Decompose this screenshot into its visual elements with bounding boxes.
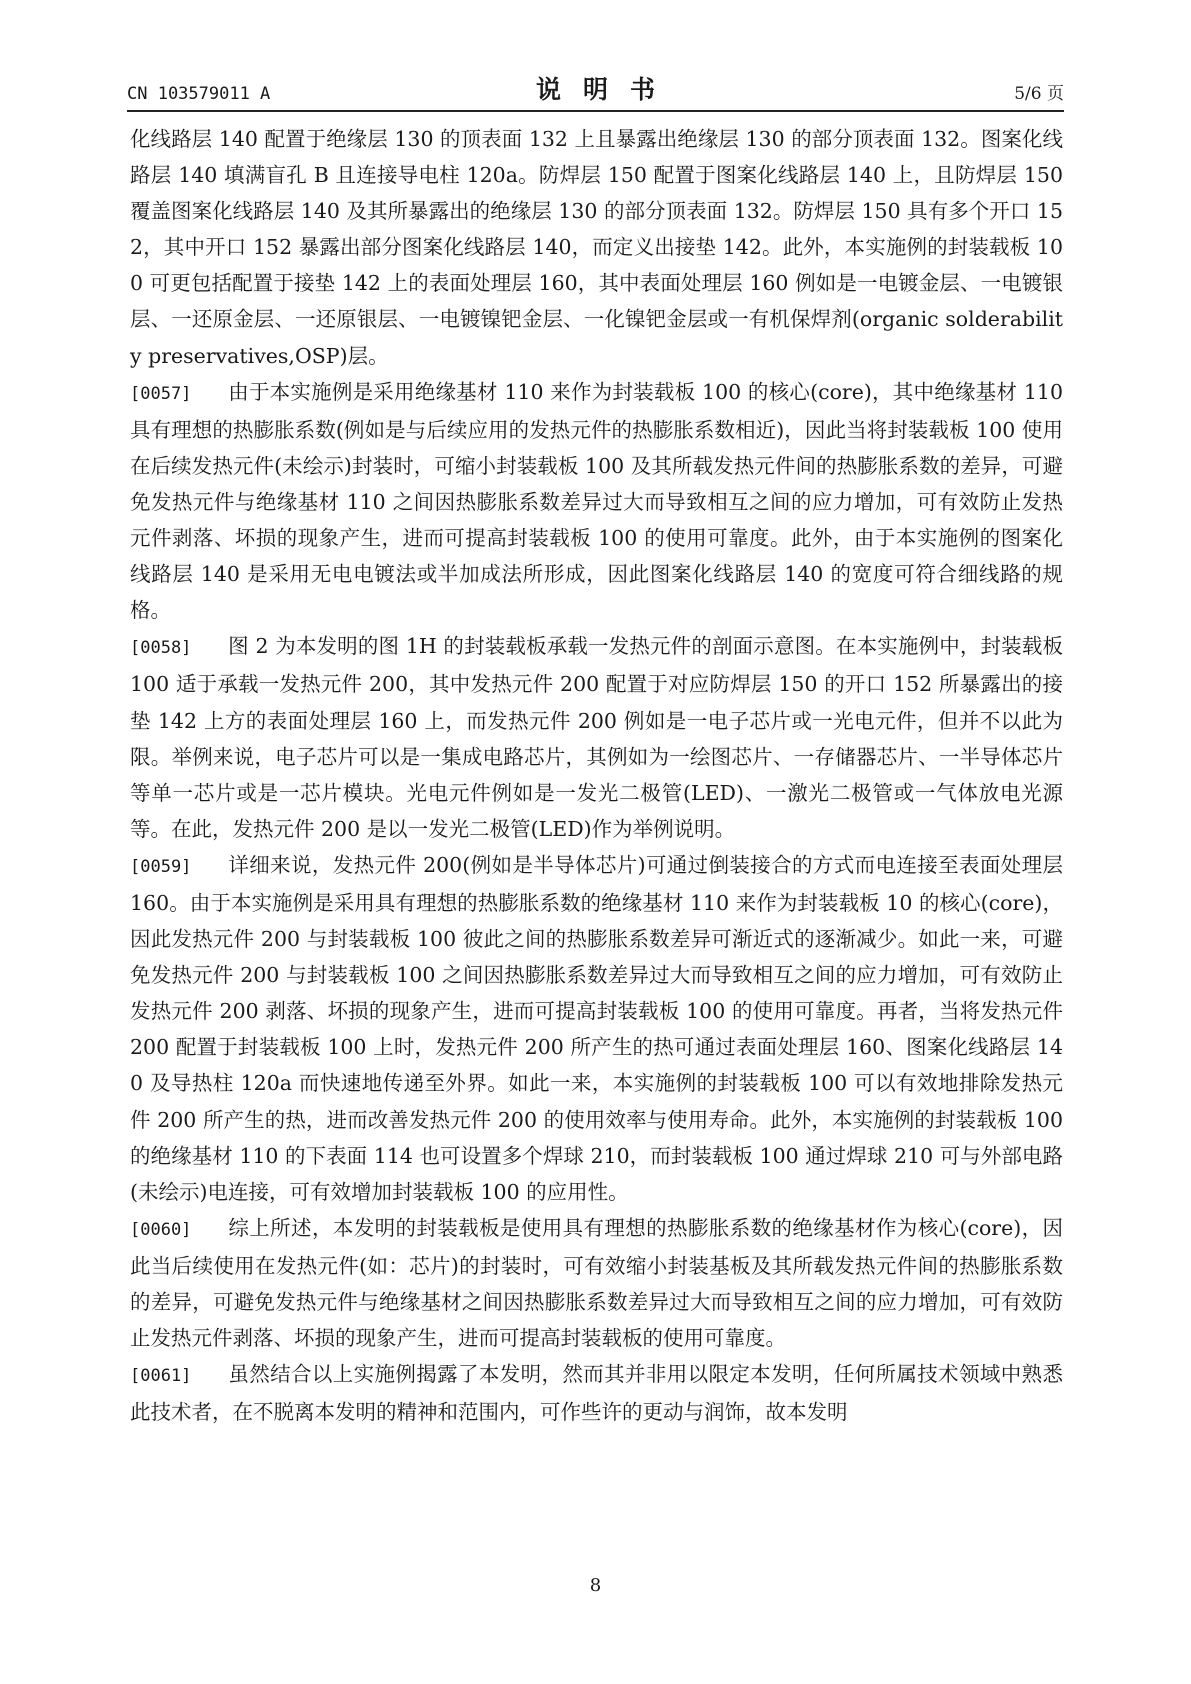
paragraph-text: 详细来说，发热元件 200(例如是半导体芯片)可通过倒装接合的方式而电连接至表面处理层 160。由于本实施例是采用具有理想的热膨胀系数的绝缘基材 110 来作为封装载板 10 的核心(core)，因此发热元件 200 与封装载板 100 彼此之间的热膨胀系数差异可渐近式的逐渐减少。如此一来，可避免发热元件 200 与封装载板 100 之间因热膨胀系数差异过大而导致相互之间的应力增加，可有效防止发热元件 200 剥落、坏损的现象产生，进而可提高封装载板 100 的使用可靠度。再者，当将发热元件 200 配置于封装载板 100 上时，发热元件 200 所产生的热可通过表面处理层 160、图案化线路层 140 及导热柱 120a 而快速地传递至外界。如此一来，本实施例的封装载板 100 可以有效地排除发热元件 200 所产生的热，进而改善发热元件 200 的使用效率与使用寿命。此外，本实施例的封装载板 100 的绝缘基材 110 的下表面 114 也可设置多个焊球 210，而封装载板 100 通过焊球 210 可与外部电路(未绘示)电连接，可有效增加封装载板 100 的应用性。 xyxy=(130,852,1063,1204)
page-number: 8 xyxy=(589,1575,602,1596)
page-fraction: 5/6 页 xyxy=(1014,84,1064,104)
paragraph-0060 xyxy=(130,1210,1063,1356)
page-header xyxy=(127,66,1064,112)
paragraph-0058 xyxy=(130,628,1063,847)
paragraph-number: [0060] xyxy=(130,1219,192,1240)
paragraph-number: [0059] xyxy=(130,856,192,877)
paragraph-text: 综上所述，本发明的封装载板是使用具有理想的热膨胀系数的绝缘基材作为核心(core)，因此当后续使用在发热元件(如：芯片)的封装时，可有效缩小封装基板及其所载发热元件间的热膨胀系数的差异，可避免发热元件与绝缘基材之间因热膨胀系数差异过大而导致相互之间的应力增加，可有效防止发热元件剥落、坏损的现象产生，进而可提高封装载板的使用可靠度。 xyxy=(130,1215,1063,1351)
paragraph-0061 xyxy=(130,1356,1063,1430)
document-title: 说明书 xyxy=(535,75,677,104)
paragraph-text: 图 2 为本发明的图 1H 的封装载板承载一发热元件的剖面示意图。在本实施例中，封装载板 100 适于承载一发热元件 200，其中发热元件 200 配置于对应防焊层 150 的开口 152 所暴露出的接垫 142 上方的表面处理层 160 上，而发热元件 200 例如是一电子芯片或一光电元件，但并不以此为限。举例来说，电子芯片可以是一集成电路芯片，其例如为一绘图芯片、一存储器芯片、一半导体芯片等单一芯片或是一芯片模块。光电元件例如是一发光二极管(LED)、一激光二极管或一气体放电光源等。在此，发热元件 200 是以一发光二极管(LED)作为举例说明。 xyxy=(130,634,1063,841)
paragraph-number: [0058] xyxy=(130,638,192,659)
paragraph-0059 xyxy=(130,847,1063,1210)
publication-number: CN 103579011 A xyxy=(127,84,271,104)
paragraph-continued xyxy=(130,121,1063,374)
paragraph-number: [0061] xyxy=(130,1366,192,1387)
paragraph-0057 xyxy=(130,374,1063,629)
document-body xyxy=(130,121,1063,1430)
paragraph-text: 虽然结合以上实施例揭露了本发明，然而其并非用以限定本发明，任何所属技术领域中熟悉此技术者，在不脱离本发明的精神和范围内，可作些许的更动与润饰，故本发明 xyxy=(130,1362,1063,1425)
paragraph-text: 由于本实施例是采用绝缘基材 110 来作为封装载板 100 的核心(core)，其中绝缘基材 110 具有理想的热膨胀系数(例如是与后续应用的发热元件的热膨胀系数相近)，因此当将封装载板 100 使用在后续发热元件(未绘示)封装时，可缩小封装载板 100 及其所载发热元件间的热膨胀系数的差异，可避免发热元件与绝缘基材 110 之间因热膨胀系数差异过大而导致相互之间的应力增加，可有效防止发热元件剥落、坏损的现象产生，进而可提高封装载板 100 的使用可靠度。此外，由于本实施例的图案化线路层 140 是采用无电电镀法或半加成法所形成，因此图案化线路层 140 的宽度可符合细线路的规格。 xyxy=(130,379,1063,623)
paragraph-number: [0057] xyxy=(130,383,192,404)
paragraph-text: 化线路层 140 配置于绝缘层 130 的顶表面 132 上且暴露出绝缘层 130 的部分顶表面 132。图案化线路层 140 填满盲孔 B 且连接导电柱 120a。防焊层 150 配置于图案化线路层 140 上，且防焊层 150 覆盖图案化线路层 140 及其所暴露出的绝缘层 130 的部分顶表面 132。防焊层 150 具有多个开口 152，其中开口 152 暴露出部分图案化线路层 140，而定义出接垫 142。此外，本实施例的封装载板 100 可更包括配置于接垫 142 上的表面处理层 160，其中表面处理层 160 例如是一电镀金层、一电镀银层、一还原金层、一还原银层、一电镀镍钯金层、一化镍钯金层或一有机保焊剂(organic solderability preservatives,OSP)层。 xyxy=(130,127,1063,368)
